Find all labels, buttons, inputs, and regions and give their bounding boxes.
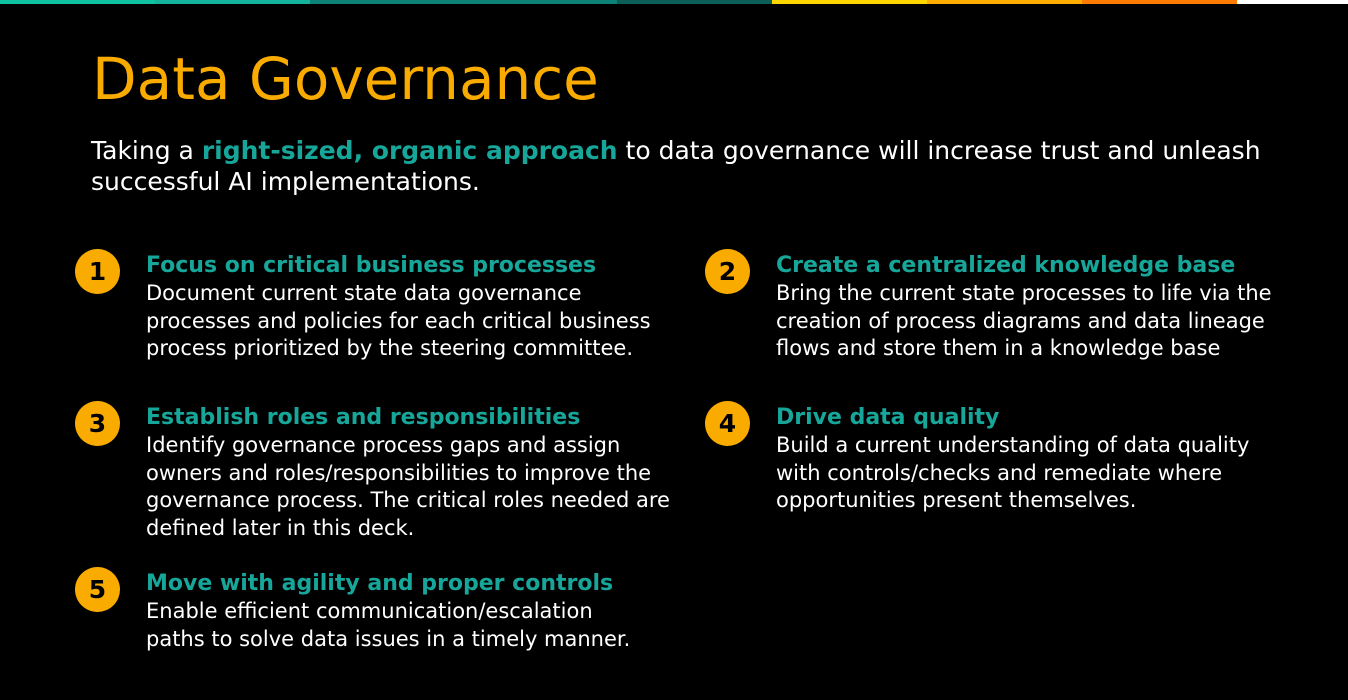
list-item [88,404,706,542]
accent-segment [1082,0,1237,4]
item-body: Document current state data governance processes and policies for each critical business process prioritized by the steering committee. [146,281,651,360]
accent-segment [1237,0,1348,4]
page-title: Data Governance [92,45,599,113]
list-item [88,570,706,653]
list-item [718,252,1336,363]
subtitle-suffix: to data governance will increase trust and unleash successful AI implementations. [91,136,1261,196]
item-title: Drive data quality [776,405,1000,430]
item-body: Identify governance process gaps and assign owners and roles/responsibilities to improve the governance process. The critical roles needed are defined later in this deck. [146,433,670,540]
subtitle [91,135,1311,197]
item-title: Create a centralized knowledge base [776,253,1236,278]
number-badge: 1 [75,249,120,294]
item-body: Bring the current state processes to life via the creation of process diagrams and data lineage flows and store them in a knowledge base [776,281,1272,360]
item-body: Build a current understanding of data quality with controls/checks and remediate where opportunities present themselves. [776,433,1250,512]
accent-segment [0,0,155,4]
accent-segment [772,0,927,4]
item-title: Focus on critical business processes [146,253,597,278]
accent-segment [927,0,1082,4]
item-body: Enable efficient communication/escalation paths to solve data issues in a timely manner. [146,599,631,651]
item-title: Establish roles and responsibilities [146,405,581,430]
number-badge: 3 [75,401,120,446]
number-badge: 5 [75,567,120,612]
list-item [718,404,1336,515]
number-badge: 4 [705,401,750,446]
item-title: Move with agility and proper controls [146,571,614,596]
subtitle-prefix: Taking a [91,136,202,165]
number-badge: 2 [705,249,750,294]
accent-segment [310,0,617,4]
subtitle-highlight: right-sized, organic approach [201,136,618,165]
list-item [88,252,706,363]
top-accent-bar [0,0,1348,4]
accent-segment [617,0,772,4]
accent-segment [155,0,310,4]
